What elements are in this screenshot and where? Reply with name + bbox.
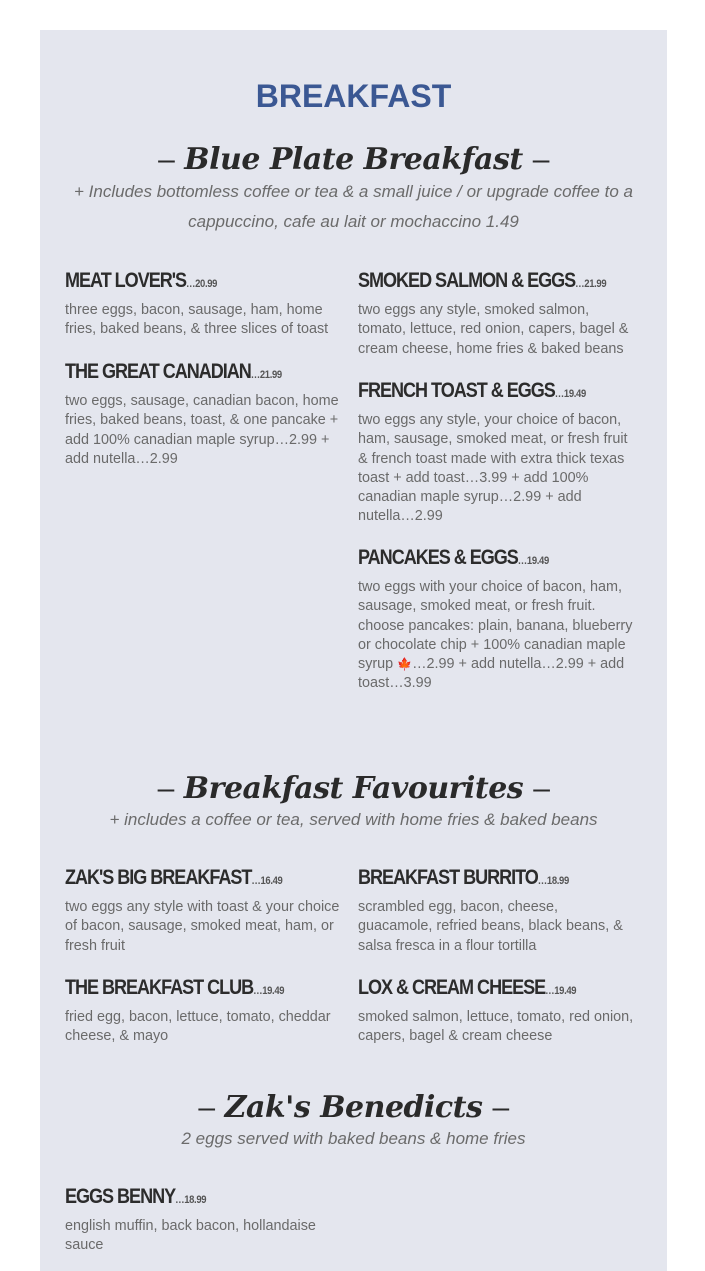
item-price: …18.99 [175, 1194, 207, 1206]
section-subtitle-blue-plate: + Includes bottomless coffee or tea & a small juice / or upgrade coffee to a cappuccino, cafe au lait or mochaccino 1.49 [74, 182, 633, 231]
section-subtitle-favourites: + includes a coffee or tea, served with home fries & baked beans [109, 810, 598, 829]
item-price: …21.99 [575, 278, 607, 290]
maple-leaf-icon: 🍁 [397, 657, 413, 672]
item-name: LOX & CREAM CHEESE…19.49 [358, 976, 577, 999]
item-name: SMOKED SALMON & EGGS…21.99 [358, 269, 607, 292]
item-description: english muffin, back bacon, hollandaise sauce [65, 1218, 316, 1254]
menu-item [358, 975, 636, 1047]
item-description: scrambled egg, bacon, cheese, guacamole, refried beans, black beans, & salsa fresca in a flour tortilla [358, 899, 623, 954]
menu-item [358, 378, 636, 527]
item-price: …21.99 [250, 369, 282, 381]
item-name: FRENCH TOAST & EGGS…19.49 [358, 379, 586, 402]
item-price: …20.99 [186, 278, 218, 290]
menu-item [65, 1184, 343, 1256]
item-description: smoked salmon, lettuce, tomato, red onion, capers, bagel & cream cheese [358, 1009, 634, 1045]
page-title: BREAKFAST [255, 78, 452, 114]
item-name: MEAT LOVER'S…20.99 [65, 269, 218, 292]
item-price: …16.49 [251, 875, 283, 887]
item-description: two eggs with your choice of bacon, ham, sausage, smoked meat, or fresh fruit. choose pancakes: plain, banana, blueberry or chocolate chip + 100% canadian maple syrup 🍁…2.99 + add nutella…2.99 + add toast…3.99 [358, 579, 633, 692]
section-title-blue-plate: – Blue Plate Breakfast – [158, 142, 549, 177]
item-name: PANCAKES & EGGS…19.49 [358, 546, 549, 569]
menu-item [358, 545, 636, 694]
item-description: two eggs any style with toast & your choice of bacon, sausage, smoked meat, ham, or fresh fruit [65, 899, 340, 954]
item-price: …19.49 [517, 555, 549, 567]
menu-item [358, 268, 636, 359]
menu-panel [40, 30, 667, 1271]
menu-item [65, 865, 343, 956]
item-price: …19.49 [554, 388, 586, 400]
section-title-benedicts: – Zak's Benedicts – [198, 1090, 509, 1125]
section-title-favourites: – Breakfast Favourites – [157, 771, 550, 806]
item-description: two eggs any style, your choice of bacon, ham, sausage, smoked meat, or fresh fruit & french toast made with extra thick texas toast + add toast…3.99 + add 100% canadian maple syrup…2.99 + add nutella…2.99 [358, 412, 628, 525]
item-description: two eggs, sausage, canadian bacon, home fries, baked beans, toast, & one pancake + add 100% canadian maple syrup…2.99 + add nutella…2.99 [65, 393, 339, 467]
menu-item [65, 359, 343, 469]
item-description: two eggs any style, smoked salmon, tomato, lettuce, red onion, capers, bagel & cream cheese, home fries & baked beans [358, 302, 629, 357]
item-price: …18.99 [537, 875, 569, 887]
menu-item [65, 268, 343, 340]
item-name: BREAKFAST BURRITO…18.99 [358, 866, 569, 889]
item-description: three eggs, bacon, sausage, ham, home fries, baked beans, & three slices of toast [65, 302, 329, 338]
item-name: EGGS BENNY…18.99 [65, 1185, 207, 1208]
item-price: …19.49 [545, 985, 577, 997]
item-name: THE GREAT CANADIAN…21.99 [65, 360, 282, 383]
item-name: ZAK'S BIG BREAKFAST…16.49 [65, 866, 283, 889]
item-name: THE BREAKFAST CLUB…19.49 [65, 976, 285, 999]
section-subtitle-benedicts: 2 eggs served with baked beans & home fries [181, 1129, 526, 1148]
item-description: fried egg, bacon, lettuce, tomato, cheddar cheese, & mayo [65, 1009, 331, 1045]
menu-item [65, 975, 343, 1047]
menu-item [358, 865, 636, 956]
item-price: …19.49 [253, 985, 285, 997]
